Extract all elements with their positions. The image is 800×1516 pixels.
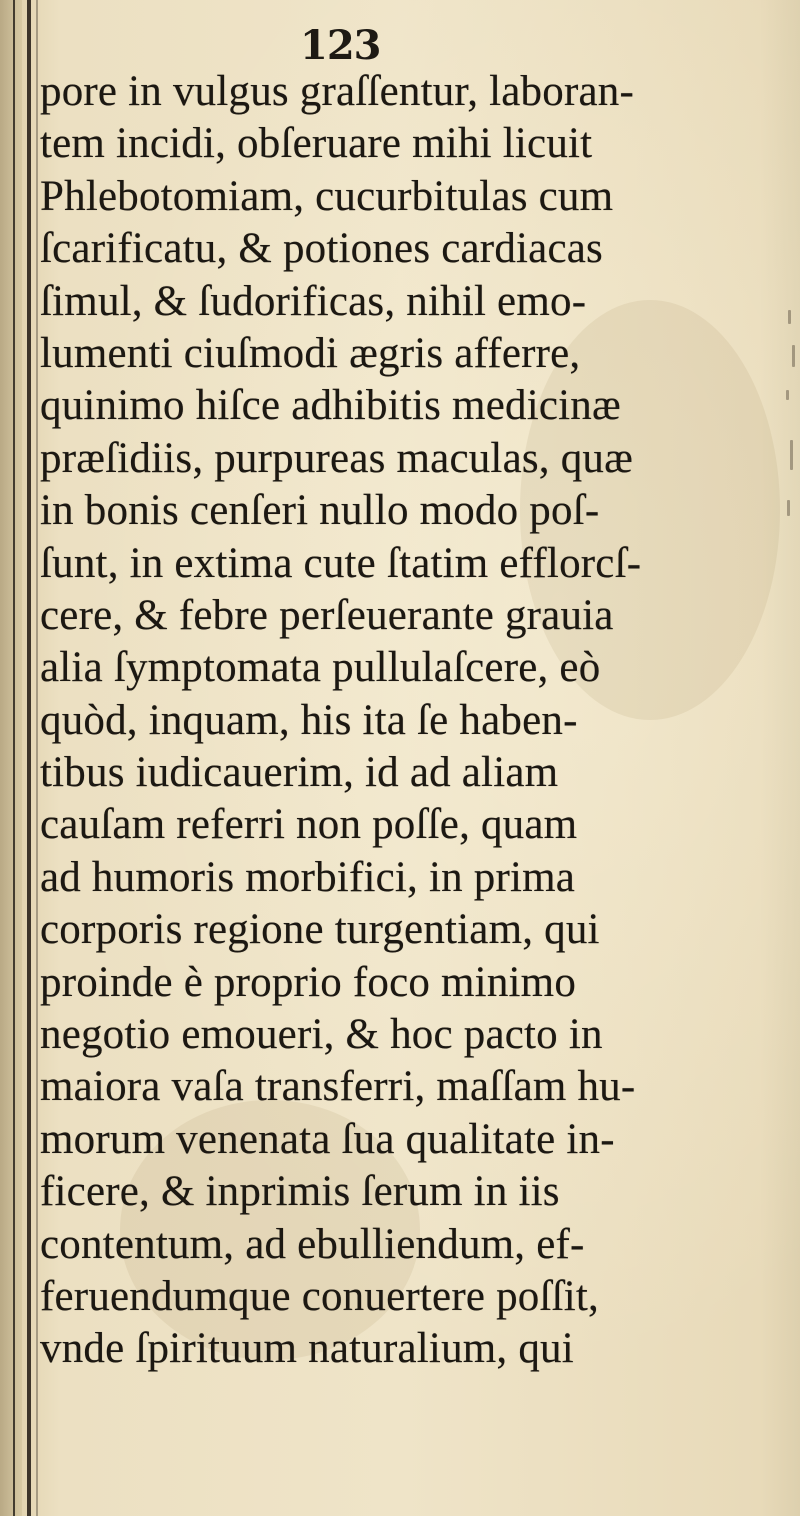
text-line: cere, & febre perſeuerante grauia xyxy=(40,591,614,639)
gutter-rule xyxy=(27,0,31,1516)
text-line: quòd, inquam, his ita ſe haben- xyxy=(40,696,578,744)
bleed-through-mark xyxy=(792,345,795,367)
text-line: ficere, & inprimis ſerum in iis xyxy=(40,1168,560,1216)
text-line: proinde è proprio foco minimo xyxy=(40,958,577,1006)
bleed-through-mark xyxy=(786,390,789,400)
text-line: maiora vaſa transferri, maſſam hu- xyxy=(40,1063,636,1111)
text-line: ſunt, in extima cute ſtatim efflorcſ- xyxy=(40,539,642,587)
text-line: tibus iudicauerim, id ad aliam xyxy=(40,749,559,797)
text-line: negotio emoueri, & hoc pacto in xyxy=(40,1011,603,1059)
text-line: corporis regione turgentiam, qui xyxy=(40,906,600,954)
text-line: feruendumque conuertere poſſit, xyxy=(40,1272,600,1320)
gutter-rule xyxy=(13,0,15,1516)
text-line: in bonis cenſeri nullo modo poſ- xyxy=(40,487,600,535)
text-line: contentum, ad ebulliendum, ef- xyxy=(40,1220,585,1268)
gutter-rule xyxy=(36,0,38,1516)
text-line: vnde ſpirituum naturalium, qui xyxy=(40,1325,574,1373)
text-line: quinimo hiſce adhibitis medicinæ xyxy=(40,382,621,430)
text-line: præſidiis, purpureas maculas, quæ xyxy=(40,434,633,482)
bleed-through-mark xyxy=(790,440,793,470)
binding-gutter xyxy=(0,0,22,1516)
text-line: Phlebotomiam, cucurbitulas cum xyxy=(40,172,614,220)
text-line: ad humoris morbifici, in prima xyxy=(40,853,576,901)
bleed-through-mark xyxy=(788,310,791,324)
page-number: 123 xyxy=(300,22,381,69)
text-line: alia ſymptomata pullulaſcere, eò xyxy=(40,644,601,692)
text-line: cauſam referri non poſſe, quam xyxy=(40,801,578,849)
text-line: ſcarificatu, & potiones cardiacas xyxy=(40,225,603,273)
bleed-through-mark xyxy=(787,500,790,516)
text-line: pore in vulgus graſſentur, laboran- xyxy=(40,68,634,115)
text-line: ſimul, & ſudorificas, nihil emo- xyxy=(40,277,587,325)
body-text xyxy=(40,66,770,1376)
text-line: morum venenata ſua qualitate in- xyxy=(40,1115,615,1163)
text-line: lumenti ciuſmodi ægris afferre, xyxy=(40,329,581,377)
text-line: tem incidi, obſeruare mihi licuit xyxy=(40,120,593,168)
